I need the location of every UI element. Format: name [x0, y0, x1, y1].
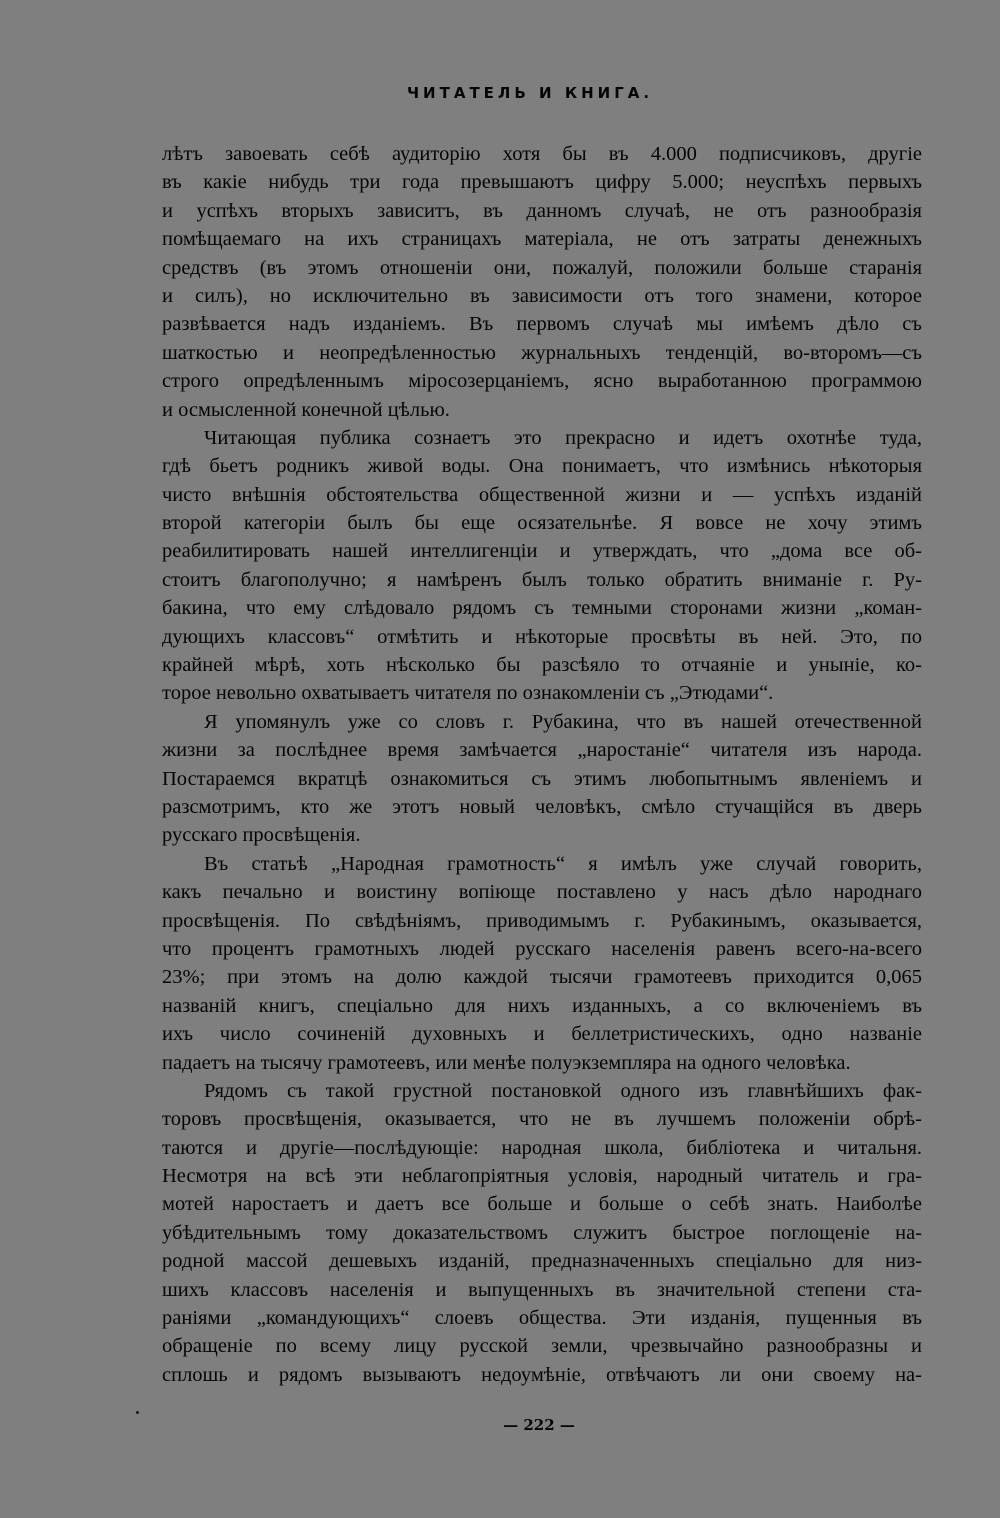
text-line: Несмотря на всѣ эти неблагопріятныя условія, народный читатель и гра-: [162, 1165, 922, 1188]
text-line: раніями „командующихъ“ слоевъ общества. Эти изданія, пущенныя въ: [162, 1307, 922, 1330]
paragraph-first-line: Читающая публика сознаетъ это прекрасно и идетъ охотнѣе туда,: [204, 426, 922, 449]
text-line: дующихъ классовъ“ отмѣтить и нѣкоторые просвѣты въ ней. Это, по: [162, 625, 922, 648]
text-line: жизни за послѣднее время замѣчается „наростаніе“ читателя изъ народа.: [162, 739, 922, 762]
text-line: таются и другіе—послѣдующіе: народная школа, библіотека и читальня.: [162, 1136, 922, 1159]
text-line: и силъ), но исключительно въ зависимости отъ того знамени, которое: [162, 284, 922, 307]
text-line: 23%; при этомъ на долю каждой тысячи грамотеевъ приходится 0,065: [162, 966, 922, 989]
text-line: названій книгъ, спеціально для нихъ изданныхъ, а со включеніемъ въ: [162, 994, 922, 1017]
text-line: и осмысленной конечной цѣлью.: [162, 398, 450, 421]
text-line: въ какіе нибудь три года превышаютъ цифру 5.000; неуспѣхъ первыхъ: [162, 171, 922, 194]
text-line: родной массой дешевыхъ изданій, предназначенныхъ спеціально для низ-: [162, 1250, 922, 1273]
text-line: второй категоріи былъ бы еще осязательнѣе. Я вовсе не хочу этимъ: [162, 512, 922, 535]
text-line: лѣтъ завоевать себѣ аудиторію хотя бы въ 4.000 подписчиковъ, другіе: [162, 143, 922, 165]
text-line: мотей наростаетъ и даетъ все больше и больше о себѣ знать. Наиболѣе: [162, 1193, 922, 1216]
text-line: падаетъ на тысячу грамотеевъ, или менѣе полуэкземпляра на одного человѣка.: [162, 1051, 851, 1074]
text-line: и успѣхъ вторыхъ зависитъ, въ данномъ случаѣ, не отъ разнообразія: [162, 199, 922, 222]
text-line: обращеніе по всему лицу русской земли, чрезвычайно разнообразны и: [162, 1335, 922, 1358]
text-line: шихъ классовъ населенія и выпущенныхъ въ значительной степени ста-: [162, 1278, 922, 1301]
page-number: — 222 —: [503, 1416, 575, 1434]
text-line: шаткостью и неопредѣленностью журнальныхъ тенденцій, во-второмъ—съ: [162, 341, 922, 364]
text-line: просвѣщенія. По свѣдѣніямъ, приводимымъ г. Рубакинымъ, оказывается,: [162, 909, 922, 932]
text-line: средствъ (въ этомъ отношеніи они, пожалуй, положили больше старанія: [162, 256, 922, 279]
text-line: убѣдительнымъ тому доказательствомъ служитъ быстрое поглощеніе на-: [162, 1221, 922, 1244]
running-head: ЧИТАТЕЛЬ И КНИГА.: [406, 84, 654, 102]
text-line: стоитъ благополучно; я намѣренъ былъ только обратить вниманіе г. Ру-: [162, 568, 922, 591]
text-line: гдѣ бьетъ родникъ живой воды. Она понимаетъ, что измѣнись нѣкоторыя: [162, 455, 922, 478]
text-line: бакина, что ему слѣдовало рядомъ съ темными сторонами жизни „коман-: [162, 597, 922, 620]
text-line: крайней мѣрѣ, хоть нѣсколько бы разсѣяло то отчаяніе и уныніе, ко-: [162, 654, 922, 677]
text-line: какъ печально и воистину вопіюще поставлено у насъ дѣло народнаго: [162, 881, 922, 904]
text-line: Постараемся вкратцѣ ознакомиться съ этимъ любопытнымъ явленіемъ и: [162, 767, 922, 790]
text-line: торое невольно охватываетъ читателя по ознакомленіи съ „Этюдами“.: [162, 682, 774, 705]
text-line: что процентъ грамотныхъ людей русскаго населенія равенъ всего-на-всего: [162, 937, 922, 960]
paragraph-first-line: Въ статьѣ „Народная грамотность“ я имѣлъ уже случай говорить,: [204, 852, 922, 875]
text-line: развѣвается надъ изданіемъ. Въ первомъ случаѣ мы имѣемъ дѣло съ: [162, 313, 922, 336]
text-line: ихъ число сочиненій духовныхъ и беллетристическихъ, одно названіе: [162, 1023, 922, 1046]
print-speck: [136, 1411, 139, 1414]
text-line: русскаго просвѣщенія.: [162, 824, 361, 847]
text-line: строго опредѣленнымъ міросозерцаніемъ, ясно выработанною программою: [162, 370, 922, 393]
text-line: сплошь и рядомъ вызываютъ недоумѣніе, отвѣчаютъ ли они своему на-: [162, 1363, 922, 1386]
text-line: помѣщаемаго на ихъ страницахъ матеріала, не отъ затраты денежныхъ: [162, 228, 922, 251]
text-line: торовъ просвѣщенія, оказывается, что не въ лучшемъ положеніи обрѣ-: [162, 1108, 922, 1131]
text-line: разсмотримъ, кто же этотъ новый человѣкъ, смѣло стучащійся въ дверь: [162, 795, 922, 818]
body-text: [162, 140, 922, 1389]
paragraph-first-line: Я упомянулъ уже со словъ г. Рубакина, что въ нашей отечественной: [204, 710, 922, 733]
text-line: реабилитировать нашей интеллигенціи и утверждать, что „дома все об-: [162, 540, 922, 563]
text-line: чисто внѣшнія обстоятельства общественной жизни и — успѣхъ изданій: [162, 483, 922, 506]
paragraph-first-line: Рядомъ съ такой грустной постановкой одного изъ главнѣйшихъ фак-: [204, 1079, 922, 1102]
